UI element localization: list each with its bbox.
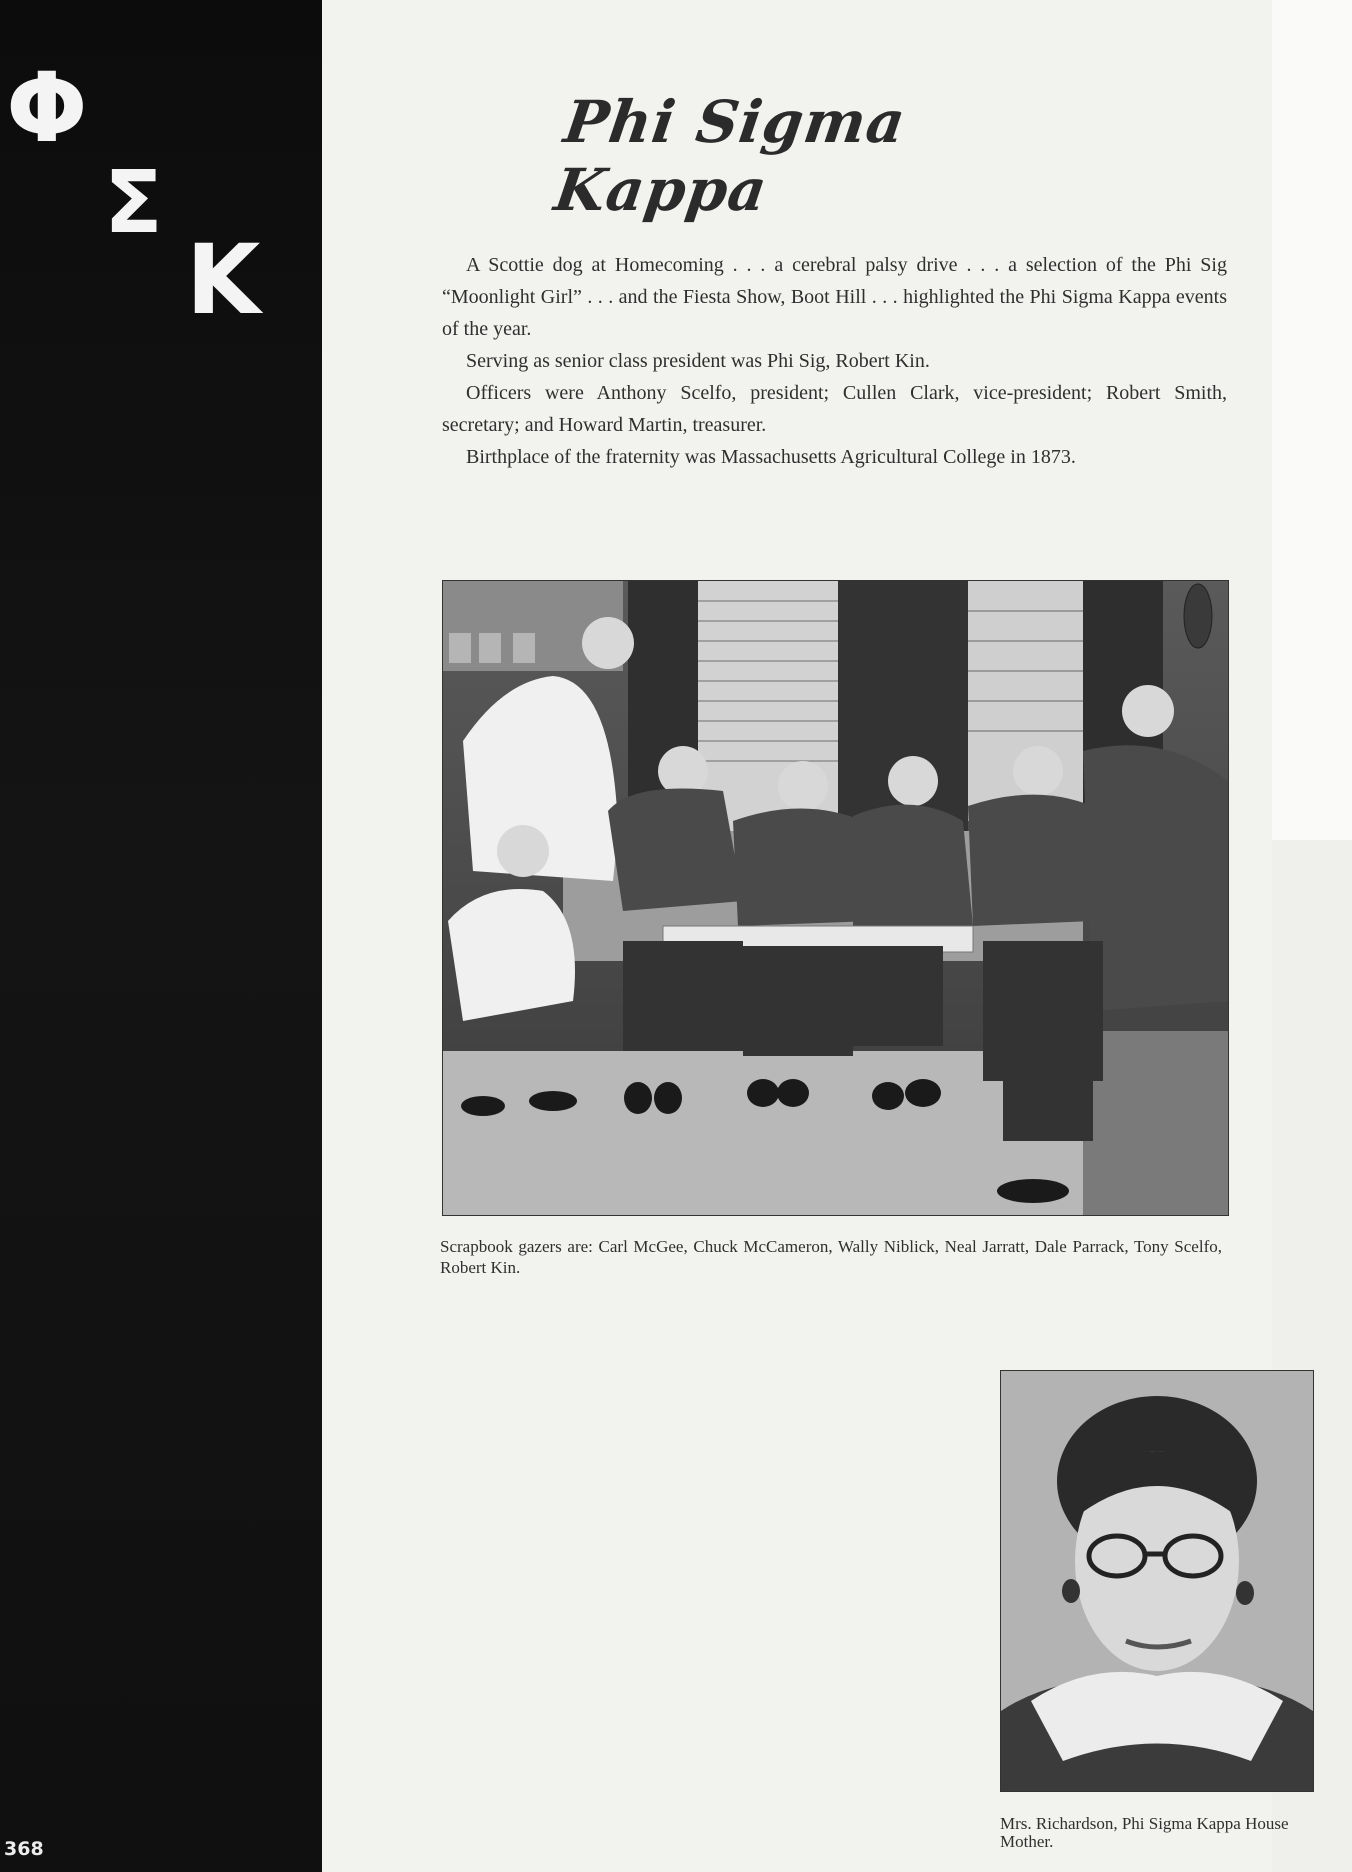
paragraph-president: Serving as senior class president was Phi Sig, Robert Kin. bbox=[466, 350, 930, 372]
kappa-letter: Κ bbox=[186, 224, 261, 336]
paragraph-birthplace: Birthplace of the fraternity was Massachusetts Agricultural College in 1873. bbox=[466, 446, 1076, 468]
paragraph-officers: Officers were Anthony Scelfo, president; Cullen Clark, vice-president; Robert Smith, secretary; and Howard Martin, treasurer. bbox=[442, 382, 1227, 436]
article-body bbox=[442, 249, 1227, 473]
sidebar bbox=[0, 0, 322, 1872]
portrait-illustration bbox=[1001, 1371, 1313, 1791]
group-photo-illustration bbox=[443, 581, 1228, 1215]
phi-letter: Φ bbox=[6, 52, 88, 164]
group-photo-caption: Scrapbook gazers are: Carl McGee, Chuck McCameron, Wally Niblick, Neal Jarratt, Dale Parrack, Tony Scelfo, Robert Kin. bbox=[440, 1237, 1222, 1277]
portrait-photo bbox=[1000, 1370, 1314, 1792]
portrait-caption: Mrs. Richardson, Phi Sigma Kappa House Mother. bbox=[1000, 1814, 1289, 1851]
page-number: 368 bbox=[4, 1838, 44, 1860]
sigma-letter: Σ bbox=[104, 153, 163, 253]
page-edge-strip bbox=[1272, 0, 1352, 840]
paragraph-events: A Scottie dog at Homecoming . . . a cerebral palsy drive . . . a selection of the Phi Sig “Moonlight Girl” . . . and the Fiesta Show, Boot Hill . . . highlighted the Phi Sigma Kappa events of the year. bbox=[442, 254, 1227, 340]
group-photo bbox=[442, 580, 1229, 1216]
page-title: Phi Sigma Kappa bbox=[550, 88, 910, 224]
